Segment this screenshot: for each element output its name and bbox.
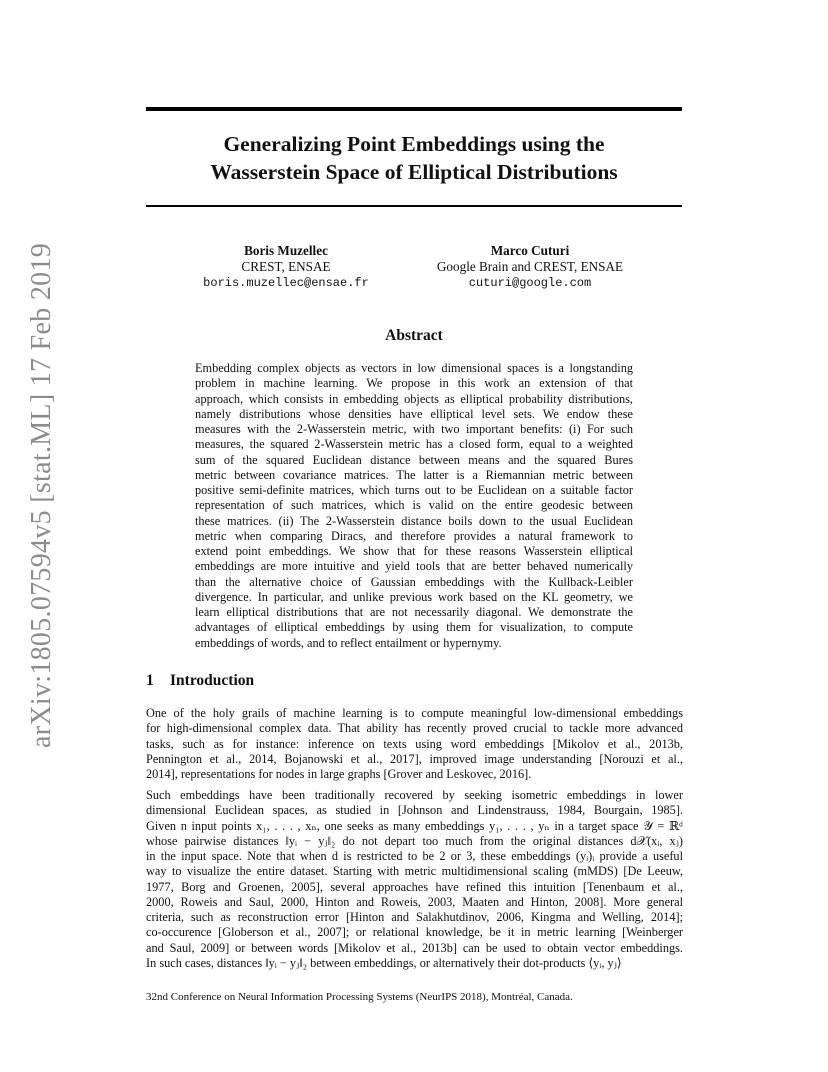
author-affiliation: CREST, ENSAE: [241, 259, 331, 274]
text-line: namely distributions whose densities have elliptical level sets. We endow these: [195, 406, 633, 421]
title-line: Wasserstein Space of Elliptical Distributions: [210, 160, 618, 184]
text-line: Embedding complex objects as vectors in low dimensional spaces is a longstanding: [195, 361, 633, 375]
title-top-rule: [146, 107, 682, 111]
text-line: learn elliptical distributions that are not necessarily diagonal. We demonstrate the: [195, 605, 633, 619]
text-line: co-occurence [Globerson et al., 2007]; or relational knowledge, be it in metric learning [Weinberger: [146, 925, 683, 940]
intro-paragraph: [146, 788, 683, 971]
section-number: 1: [146, 672, 154, 689]
text-line: for high-dimensional complex data. That ability has recently proved crucial to tackle more advanced: [146, 721, 683, 736]
text-line: extend point embeddings. We show that for these reasons Wasserstein elliptical: [195, 544, 633, 558]
abstract-heading: Abstract: [385, 327, 443, 344]
paper-title: [146, 130, 682, 186]
text-line: sum of the squared Euclidean distance between means and the squared Bures: [195, 452, 633, 467]
text-line: way to visualize the entire dataset. Starting with metric multidimensional scaling (mMDS) [De Leeuw,: [146, 864, 683, 879]
text-line: Such embeddings have been traditionally recovered by seeking isometric embeddings in lower: [146, 788, 683, 802]
text-line: than the alternative choice of Gaussian embeddings with the Kullback-Leibler: [195, 574, 633, 589]
text-line: positive semi-definite matrices, which turns out to be Euclidean on a suitable factor: [195, 483, 633, 497]
text-line: representation of such matrices, which is valid on the entire geodesic between: [195, 498, 633, 513]
text-line: embeddings of words, and to reflect entailment or hypernymy.: [195, 635, 502, 650]
section-title: Introduction: [170, 672, 255, 689]
author-name: Boris Muzellec: [244, 243, 328, 258]
text-line: advantages of elliptical embeddings by using them for visualization, to compute: [195, 620, 633, 635]
text-line: In such cases, distances ‖yᵢ − yⱼ‖₂ between embeddings, or alternatively their dot-products ⟨yᵢ, yⱼ⟩: [146, 955, 622, 970]
text-line: divergence. In particular, and unlike previous work based on the KL geometry, we: [195, 589, 633, 604]
text-line: One of the holy grails of machine learning is to compute meaningful low-dimensional embeddings: [146, 706, 683, 720]
author-block: [420, 243, 640, 291]
text-line: Pennington et al., 2014, Bojanowski et al., 2017], improved image understanding [Norouzi et al.,: [146, 751, 683, 766]
text-line: embeddings are more intuitive and yield tools that are better behaved numerically: [195, 559, 633, 574]
text-line: 1977, Borg and Groenen, 2005], several approaches have refined this intuition [Tenenbaum et al.,: [146, 879, 683, 894]
text-line: and Saul, 2009] or between words [Mikolov et al., 2013b] can be used to obtain vector embeddings.: [146, 940, 683, 955]
conference-footer: 32nd Conference on Neural Information Processing Systems (NeurIPS 2018), Montréal, Canada.: [146, 991, 573, 1003]
title-line: Generalizing Point Embeddings using the: [223, 132, 605, 156]
author-block: [186, 243, 386, 291]
text-line: in the input space. Note that when d is restricted to be 2 or 3, these embeddings (yᵢ)ᵢ provide a useful: [146, 849, 683, 863]
text-line: 2014], representations for nodes in large graphs [Grover and Leskovec, 2016].: [146, 767, 532, 781]
text-line: these matrices. (ii) The 2-Wasserstein distance boils down to the usual Euclidean: [195, 513, 633, 528]
text-line: dimensional Euclidean spaces, as studied in [Johnson and Lindenstrauss, 1984, Bourgain, 1985].: [146, 803, 683, 818]
text-line: 2000, Roweis and Saul, 2000, Hinton and Roweis, 2003, Maaten and Hinton, 2008]. More general: [146, 894, 683, 909]
section-heading: [146, 672, 254, 690]
text-line: tasks, such as for instance: inference on texts using word embeddings [Mikolov et al., 2013b,: [146, 736, 683, 751]
text-line: problem in machine learning. We propose in this work an extension of that: [195, 376, 633, 391]
abstract-body: [195, 361, 633, 651]
text-line: Given n input points x₁, . . . , xₙ, one seeks as many embeddings y₁, . . . , yₙ in a target space 𝒴 = ℝᵈ: [146, 818, 683, 833]
intro-paragraph: [146, 706, 683, 782]
text-line: metric between covariance matrices. The latter is a Riemannian metric between: [195, 467, 633, 482]
text-line: measures with the 2-Wasserstein metric, with two important benefits: (i) For such: [195, 422, 633, 436]
author-name: Marco Cuturi: [490, 243, 570, 258]
text-line: metric when comparing Diracs, and therefore provides a natural framework to: [195, 528, 633, 543]
text-line: measures, the squared 2-Wasserstein metric has a closed form, equal to a weighted: [195, 437, 633, 452]
author-email: cuturi@google.com: [468, 276, 592, 290]
arxiv-sidebar-stamp: arXiv:1805.07594v5 [stat.ML] 17 Feb 2019: [26, 242, 57, 748]
author-email: boris.muzellec@ensae.fr: [203, 276, 369, 290]
text-line: approach, which consists in embedding objects as elliptical probability distributions,: [195, 391, 633, 406]
text-line: whose pairwise distances ‖yᵢ − yⱼ‖₂ do not depart too much from the original distances d𝒳(xᵢ, xⱼ): [146, 833, 683, 848]
text-line: criteria, such as reconstruction error [Hinton and Salakhutdinov, 2006, Kingma and Welling, 2014];: [146, 910, 683, 924]
author-affiliation: Google Brain and CREST, ENSAE: [436, 259, 624, 274]
title-bottom-rule: [146, 205, 682, 207]
